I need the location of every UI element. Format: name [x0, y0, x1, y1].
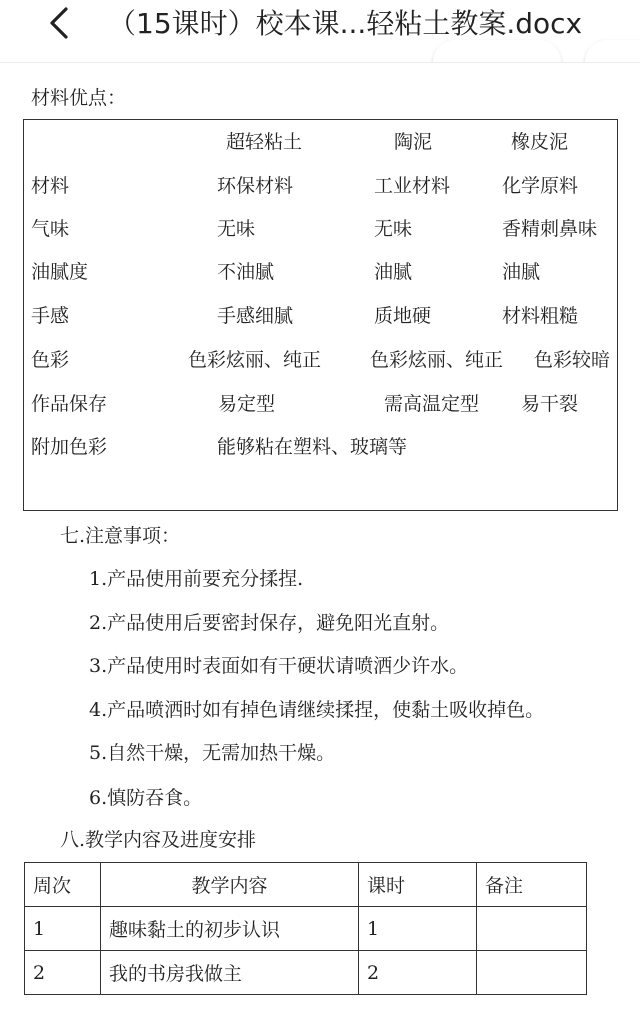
document-title: （15课时）校本课...轻粘土教案.docx [108, 7, 583, 40]
table-header-cell: 备注 [477, 863, 587, 907]
cell: 不油腻 [217, 261, 275, 283]
cell: 色彩炫丽、纯正 [370, 349, 504, 371]
row-label: 材料 [31, 175, 70, 197]
cell: 材料粗糙 [502, 305, 579, 327]
cell: 油腻 [374, 261, 413, 283]
row-label: 作品保存 [31, 393, 108, 415]
cell: 手感细腻 [217, 305, 294, 327]
table-cell: 1 [25, 907, 101, 951]
table-row [25, 907, 587, 951]
row-label: 手感 [31, 305, 70, 327]
table-cell: 2 [359, 951, 477, 995]
cell: 香精刺鼻味 [502, 218, 598, 240]
col-header: 橡皮泥 [511, 131, 569, 153]
row-label: 气味 [31, 218, 70, 240]
table-cell [477, 951, 587, 995]
table-header-row [25, 863, 587, 907]
table-cell [477, 907, 587, 951]
cell: 化学原料 [502, 175, 579, 197]
section7-heading: 七.注意事项： [60, 525, 181, 547]
notice-item: 3.产品使用时表面如有干硬状请喷洒少许水。 [89, 655, 469, 677]
notice-item: 6.慎防吞食。 [89, 787, 203, 809]
cell: 油腻 [502, 261, 541, 283]
table-header-cell: 课时 [359, 863, 477, 907]
schedule-table [24, 862, 587, 995]
cell: 工业材料 [374, 175, 451, 197]
table-cell: 1 [359, 907, 477, 951]
table-cell: 趣味黏土的初步认识 [101, 907, 359, 951]
cell: 能够粘在塑料、玻璃等 [217, 436, 408, 458]
row-label: 附加色彩 [31, 436, 108, 458]
table-cell: 我的书房我做主 [101, 951, 359, 995]
back-arrow-icon[interactable] [40, 3, 80, 43]
cell: 色彩炫丽、纯正 [188, 349, 322, 371]
notice-item: 4.产品喷洒时如有掉色请继续揉捏，使黏土吸收掉色。 [89, 699, 545, 721]
row-label: 油腻度 [31, 261, 89, 283]
table-cell: 2 [25, 951, 101, 995]
notice-item: 5.自然干燥，无需加热干燥。 [89, 742, 336, 764]
section8-heading: 八.教学内容及进度安排 [60, 829, 257, 851]
app-header [0, 0, 640, 62]
cell: 无味 [374, 218, 413, 240]
cell: 需高温定型 [384, 393, 480, 415]
table-row [25, 951, 587, 995]
col-header: 超轻粘土 [226, 131, 303, 153]
cell: 质地硬 [374, 305, 432, 327]
notice-item: 1.产品使用前要充分揉捏. [89, 568, 304, 590]
table-header-cell: 教学内容 [101, 863, 359, 907]
notice-item: 2.产品使用后要密封保存，避免阳光直射。 [89, 612, 450, 634]
cell: 色彩较暗 [534, 349, 611, 371]
table-header-cell: 周次 [25, 863, 101, 907]
col-header: 陶泥 [394, 131, 433, 153]
cell: 易定型 [218, 393, 276, 415]
cell: 易干裂 [521, 393, 579, 415]
cell: 无味 [217, 218, 256, 240]
row-label: 色彩 [31, 349, 70, 371]
cell: 环保材料 [217, 175, 294, 197]
materials-comparison-box [23, 119, 618, 511]
materials-heading: 材料优点： [31, 87, 127, 109]
